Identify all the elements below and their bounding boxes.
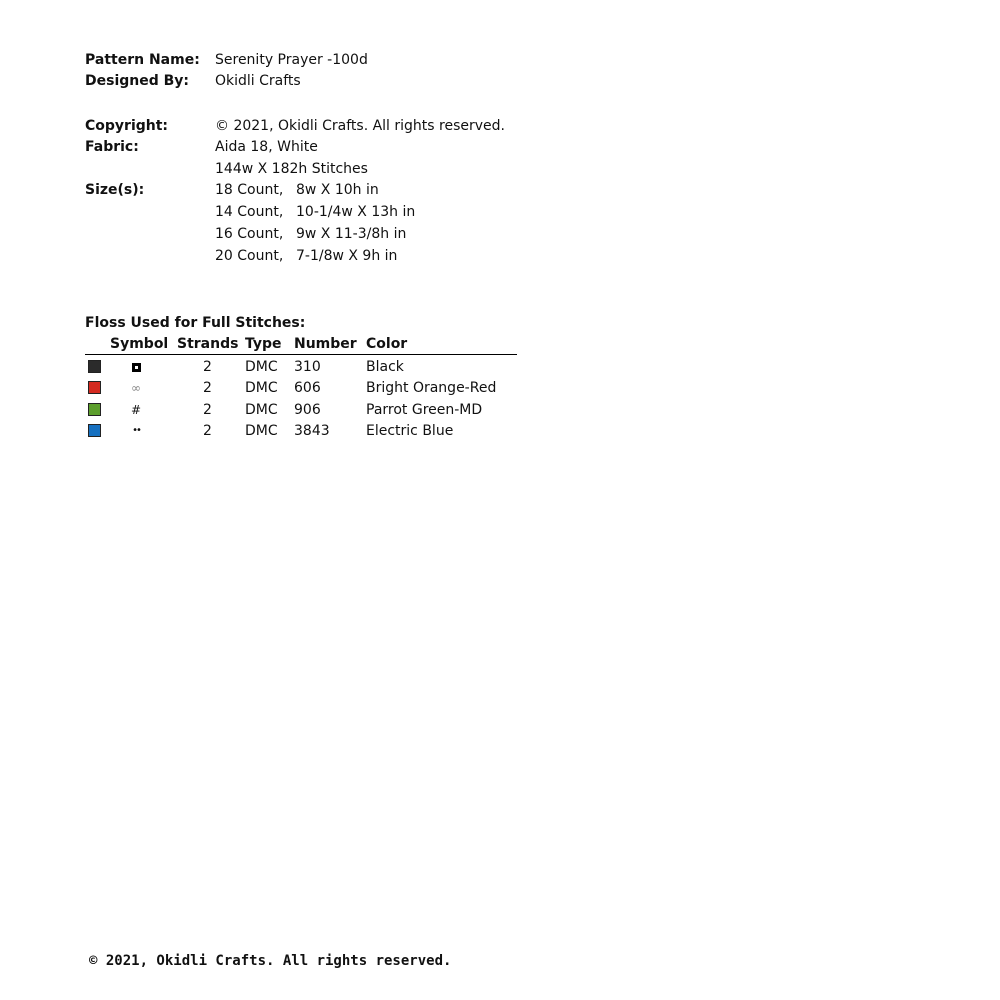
column-header-symbol: Symbol [110, 336, 169, 352]
color-swatch [88, 381, 101, 394]
floss-symbol-icon: ∞ [131, 381, 141, 395]
floss-symbol-icon: # [130, 403, 142, 417]
floss-type: DMC [245, 423, 278, 439]
floss-row [0, 421, 600, 441]
size-dimensions: 9w X 11-3/8h in [296, 226, 407, 242]
floss-section-title: Floss Used for Full Stitches: [85, 315, 306, 331]
floss-row [0, 378, 600, 398]
size-count: 18 Count, [215, 182, 284, 198]
pattern-name-label: Pattern Name: [85, 52, 200, 68]
footer-copyright: © 2021, Okidli Crafts. All rights reserved. [89, 953, 452, 969]
floss-strands: 2 [203, 423, 212, 439]
floss-row [0, 400, 600, 420]
floss-row [0, 357, 600, 377]
designed-by-label: Designed By: [85, 73, 190, 89]
floss-symbol-icon: •• [132, 425, 140, 436]
column-header-number: Number [294, 336, 357, 352]
floss-number: 310 [294, 359, 321, 375]
column-header-color: Color [366, 336, 408, 352]
size-dimensions: 8w X 10h in [296, 182, 379, 198]
floss-color-name: Electric Blue [366, 423, 454, 439]
floss-type: DMC [245, 359, 278, 375]
table-header-divider [85, 354, 517, 355]
floss-number: 3843 [294, 423, 330, 439]
floss-number: 906 [294, 402, 321, 418]
fabric-label: Fabric: [85, 139, 139, 155]
floss-color-name: Black [366, 359, 404, 375]
size-count: 14 Count, [215, 204, 284, 220]
color-swatch [88, 360, 101, 373]
floss-color-name: Parrot Green-MD [366, 402, 483, 418]
pattern-name-value: Serenity Prayer -100d [215, 52, 368, 68]
copyright-label: Copyright: [85, 118, 169, 134]
floss-strands: 2 [203, 402, 212, 418]
designed-by-value: Okidli Crafts [215, 73, 301, 89]
size-dimensions: 7-1/8w X 9h in [296, 248, 398, 264]
floss-strands: 2 [203, 380, 212, 396]
floss-color-name: Bright Orange-Red [366, 380, 497, 396]
color-swatch [88, 424, 101, 437]
floss-type: DMC [245, 380, 278, 396]
size-count: 20 Count, [215, 248, 284, 264]
floss-type: DMC [245, 402, 278, 418]
column-header-type: Type [245, 336, 282, 352]
floss-number: 606 [294, 380, 321, 396]
sizes-label: Size(s): [85, 182, 145, 198]
column-header-strands: Strands [177, 336, 239, 352]
color-swatch [88, 403, 101, 416]
floss-strands: 2 [203, 359, 212, 375]
floss-symbol-icon [126, 357, 146, 377]
size-count: 16 Count, [215, 226, 284, 242]
copyright-value: © 2021, Okidli Crafts. All rights reserved. [215, 118, 505, 134]
fabric-value: Aida 18, White [215, 139, 318, 155]
stitches-value: 144w X 182h Stitches [215, 161, 368, 177]
size-dimensions: 10-1/4w X 13h in [296, 204, 416, 220]
